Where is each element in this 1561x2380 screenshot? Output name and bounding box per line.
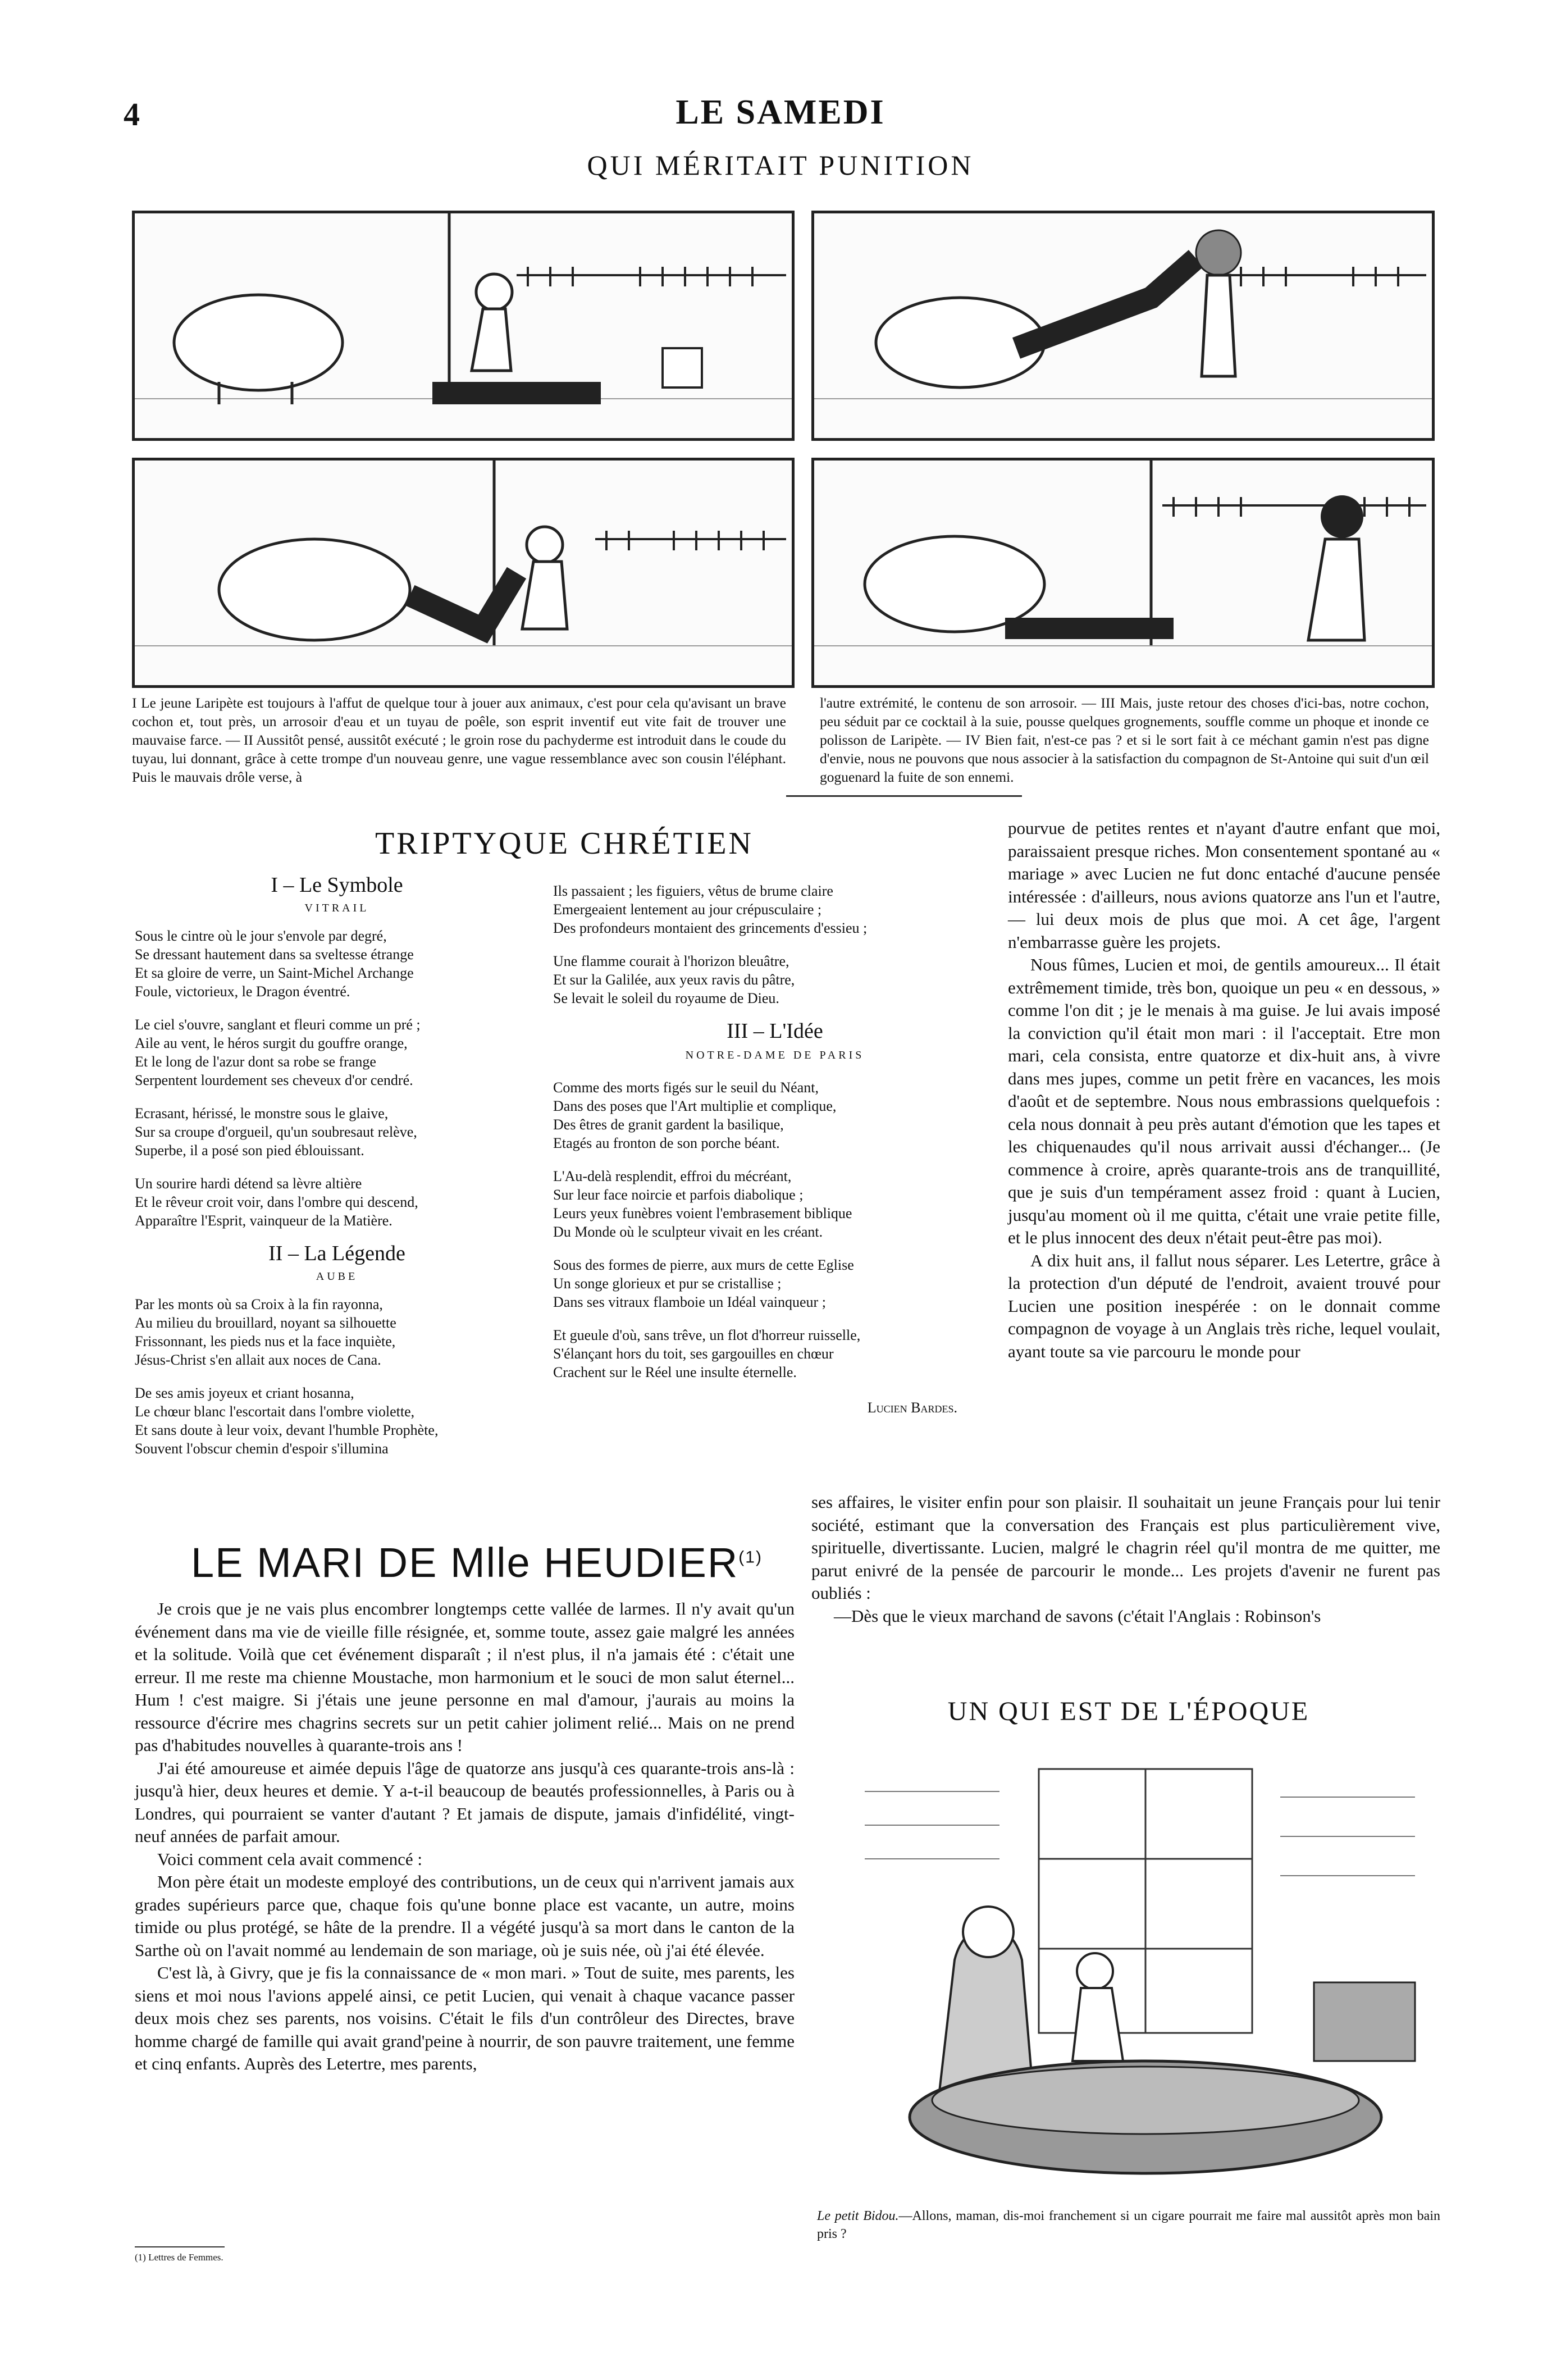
poem-line: Crachent sur le Réel une insulte éternelle.	[553, 1364, 797, 1380]
poem-line: Ecrasant, hérissé, le monstre sous le glaive,	[135, 1105, 389, 1121]
triptyque-column-left	[135, 873, 539, 1472]
poem-line: Du Monde où le sculpteur vivait en les créant.	[553, 1224, 823, 1240]
part2-stanza	[135, 1295, 539, 1369]
footnote: (1) Lettres de Femmes.	[135, 2252, 223, 2263]
poem-line: Se dressant hautement dans sa sveltesse étrange	[135, 946, 414, 963]
poem-line: Etagés au fronton de son porche béant.	[553, 1135, 780, 1151]
poem-signature: Lucien Bardes.	[867, 1399, 957, 1416]
poem-line: Des êtres de granit gardent la basilique,	[553, 1116, 784, 1133]
poem-line: Dans ses vitraux flamboie un Idéal vainqueur ;	[553, 1294, 826, 1310]
illustration-title: UN QUI EST DE L'ÉPOQUE	[947, 1697, 1310, 1726]
rule-triptyque-top	[786, 795, 1022, 797]
story-paragraph: A dix huit ans, il fallut nous séparer. Les Letertre, grâce à la protection d'un député de l'endroit, avaient trouvé pour Lucien une position inespérée : on le donnait comme compagnon de voyage à un Anglais très riche, lequel voulait, ayant toute sa vie parcouru le monde pour	[1008, 1250, 1440, 1361]
story-paragraph: Nous fûmes, Lucien et moi, de gentils amoureux... Il était extrêmement timide, très bon, quoique un peu « en dessous, » comme l'on dit ; je le menais à ma guise. Je lui avais imposé la conviction qu'il était mon mari : il l'acceptait. Etre mon mari, cela consista, entre quatorze et dix-huit ans, à vivre dans mes jupes, comme un petit frère en vacances, les mois d'août et de septembre. Nous nous embrassions quelquefois : cela nous donnait à peu près autant d'émotion que les tapes et les chiquenaudes qu'il nous arrivait aussi d'échanger... (Je commence à croire, après quarante-trois ans de tranquillité, que je suis d'un tempérament assez froid : quant à Lucien, jusqu'au moment où il me quitta, c'était une vraie petite fille, et le plus innocent des deux n'était peut-être pas moi).	[1008, 955, 1440, 1247]
poem-line: Et le long de l'azur dont sa robe se frange	[135, 1054, 376, 1070]
part2-continued-stanzas	[553, 882, 997, 1007]
poem-line: Et sa gloire de verre, un Saint-Michel Archange	[135, 965, 414, 981]
comic-panel-3	[132, 458, 795, 688]
story-paragraph: Voici comment cela avait commencé :	[157, 1849, 422, 1869]
poem-line: Sous le cintre où le jour s'envole par degré,	[135, 928, 387, 944]
story-paragraph: pourvue de petites rentes et n'ayant d'autre enfant que moi, paraissaient presque riches. Mon consentement spontané au « mariage » avec Lucien ne fut donc entaché d'aucune pensée intéressée : d'ailleurs, nous avions quatorze ans l'un et l'autre, — lui deux mois de plus que moi. A cet âge, l'argent n'embarrasse guère les projets.	[1008, 818, 1440, 952]
poem-line: Leurs yeux funèbres voient l'embrasement biblique	[553, 1205, 852, 1221]
part3-stanza	[553, 1167, 997, 1241]
poem-line: Dans des poses que l'Art multiplie et complique,	[553, 1098, 837, 1114]
part2-stanzas	[135, 1295, 539, 1458]
part3-stanza	[553, 1256, 997, 1311]
illustration-caption	[817, 2207, 1440, 2243]
poem-line: Foule, victorieux, le Dragon éventré.	[135, 983, 350, 1000]
poem-line: Et sans doute à leur voix, devant l'humble Prophète,	[135, 1422, 439, 1438]
story-column-right	[1008, 817, 1440, 1363]
poem-line: Sur sa croupe d'orgueil, qu'un soubresaut relève,	[135, 1124, 417, 1140]
poem-line: Serpentent lourdement ses cheveux d'or cendré.	[135, 1072, 413, 1088]
comic-title: QUI MÉRITAIT PUNITION	[587, 149, 974, 181]
part1-heading: I – Le Symbole	[271, 873, 403, 897]
poem-line: Emergeaient lentement au jour crépusculaire ;	[553, 901, 822, 918]
part1-stanzas	[135, 927, 539, 1230]
newspaper-title: LE SAMEDI	[675, 93, 886, 131]
story-paragraph: J'ai été amoureuse et aimée depuis l'âge de quatorze ans jusqu'à ces quarante-trois ans-là : jusqu'à hier, deux heures et demie. Y a-t-il beaucoup de beautés professionnelles, à Paris ou à Londres, qui pourraient se vanter d'autant ? Et jamais de dispute, jamais d'infidélité, vingt-neuf années de parfait amour.	[135, 1758, 795, 1846]
poem-line: L'Au-delà resplendit, effroi du mécréant,	[553, 1168, 792, 1184]
poem-line: Jésus-Christ s'en allait aux noces de Cana.	[135, 1352, 381, 1368]
part2_cont-stanza	[553, 882, 997, 937]
story-paragraph: Mon père était un modeste employé des contributions, un de ceux qui n'arrivent jamais aux grades supérieurs parce que, chaque fois qu'une bonne place est vacante, un autre, moins timide ou plus protégé, se hâte de la prendre. Il a végété jusqu'à sa mort dans le canton de la Sarthe où on l'avait nommé au lendemain de son mariage, où je suis née, où j'ai été élevée.	[135, 1872, 795, 1960]
illustration-caption-text: —Allons, maman, dis-moi franchement si un cigare pourrait me faire mal aussitôt après mon bain pris ?	[817, 2209, 1441, 2241]
triptyque-title: TRIPTYQUE CHRÉTIEN	[375, 826, 754, 861]
part3-stanzas	[553, 1078, 997, 1382]
poem-line: Frissonnant, les pieds nus et la face inquiète,	[135, 1333, 396, 1349]
poem-line: Des profondeurs montaient des grincements d'essieu ;	[553, 920, 868, 936]
part1-subtitle: VITRAIL	[304, 902, 369, 914]
part2-heading: II – La Légende	[268, 1242, 405, 1265]
part1-stanza	[135, 1015, 539, 1089]
poem-line: Et le rêveur croit voir, dans l'ombre qui descend,	[135, 1194, 418, 1210]
comic-caption-right: l'autre extrémité, le contenu de son arrosoir. — III Mais, juste retour des choses d'ici-bas, notre cochon, peu séduit par ce cocktail à la suie, pousse quelques grognements, souffle comme un phoque et inonde ce polisson de Laripète. — IV Bien fait, n'est-ce pas ? et si le sort fait à ce méchant gamin n'est pas digne d'envie, nous ne pouvons que nous associer à la satisfaction du compagnon de St-Antoine qui suit d'un œil goguenard la fuite de son ennemi.	[820, 695, 1429, 785]
part2-subtitle: AUBE	[316, 1270, 358, 1283]
part3-subtitle: NOTRE-DAME DE PARIS	[685, 1049, 865, 1061]
part2-stanza	[135, 1384, 539, 1458]
poem-line: Le chœur blanc l'escortait dans l'ombre violette,	[135, 1403, 415, 1420]
illustration-picture	[831, 1747, 1437, 2201]
comic-drawing-1	[135, 213, 792, 438]
poem-line: Sur leur face noircie et parfois diabolique ;	[553, 1187, 804, 1203]
comic-drawing-4	[814, 461, 1432, 685]
poem-line: S'élançant hors du toit, ses gargouilles en chœur	[553, 1346, 834, 1362]
comic-drawing-3	[135, 461, 792, 685]
poem-line: Souvent l'obscur chemin d'espoir s'illumina	[135, 1440, 389, 1457]
story-wide-paragraph	[811, 1491, 1440, 1627]
poem-line: De ses amis joyeux et criant hosanna,	[135, 1385, 354, 1401]
poem-line: Aile au vent, le héros surgit du gouffre orange,	[135, 1035, 408, 1051]
page-number: 4	[124, 96, 140, 133]
poem-line: Une flamme courait à l'horizon bleuâtre,	[553, 953, 789, 969]
poem-line: Se levait le soleil du royaume de Dieu.	[553, 990, 779, 1006]
comic-panel-4	[811, 458, 1435, 688]
poem-line: Ils passaient ; les figuiers, vêtus de brume claire	[553, 883, 833, 899]
comic-drawing-2	[814, 213, 1432, 438]
poem-line: Sous des formes de pierre, aux murs de cette Eglise	[553, 1257, 854, 1273]
part3-heading: III – L'Idée	[727, 1019, 823, 1043]
story-title	[191, 1539, 763, 1586]
part3-stanza	[553, 1078, 997, 1152]
part1-stanza	[135, 1174, 539, 1230]
poem-line: Un sourire hardi détend sa lèvre altière	[135, 1175, 362, 1192]
story-title-note: (1)	[738, 1548, 763, 1567]
comic-panel-2	[811, 211, 1435, 441]
poem-line: Un songe glorieux et pur se cristallise ;	[553, 1275, 782, 1292]
poem-line: Par les monts où sa Croix à la fin rayonna,	[135, 1296, 383, 1312]
story-paragraph: C'est là, à Givry, que je fis la connaissance de « mon mari. » Tout de suite, mes parents, les siens et moi nous l'avions appelé ainsi, ce petit Lucien, qui venait à chaque vacance passer deux mois chez ses parents, nos voisins. C'était le fils d'un contrôleur des Directes, brave homme chargé de famille qui avait grand'peine à nourrir, de son pauvre traitement, une femme et cinq enfants. Auprès des Letertre, mes parents,	[135, 1963, 795, 2073]
story-column-left	[135, 1598, 795, 2076]
part1-stanza	[135, 1104, 539, 1160]
poem-line: Apparaître l'Esprit, vainqueur de la Matière.	[135, 1212, 392, 1229]
illustration-caption-italic: Le petit Bidou.	[817, 2209, 899, 2223]
story-paragraph: Je crois que je ne vais plus encombrer longtemps cette vallée de larmes. Il n'y avait qu'un événement dans ma vie de vieille fille résignée, et, somme toute, assez gaie malgré les années et la solitude. Voilà que cet événement disparaît ; il n'est plus, il n'a jamais été : c'était une erreur. Il me reste ma chienne Moustache, mon harmonium et le souci de mon salut éternel... Hum ! c'est maigre. Si j'étais une jeune personne en mal d'amour, j'aurais au moins la ressource d'écrire mes chagrins secrets sur un petit cahier joliment relié... Mais on ne prend pas d'habitudes nouvelles à quarante-trois ans !	[135, 1599, 795, 1755]
story-title-text: LE MARI DE Mlle HEUDIER	[191, 1539, 739, 1586]
part2_cont-stanza	[553, 952, 997, 1007]
triptyque-column-right	[553, 882, 997, 1417]
part1-stanza	[135, 927, 539, 1001]
footnote-rule	[135, 2246, 225, 2247]
poem-line: Au milieu du brouillard, noyant sa silhouette	[135, 1315, 396, 1331]
illustration-drawing	[831, 1747, 1437, 2201]
poem-line: Et sur la Galilée, aux yeux ravis du pâtre,	[553, 972, 795, 988]
comic-panel-1	[132, 211, 795, 441]
story-last-text: —Dès que le vieux marchand de savons (c'était l'Anglais : Robinson's	[834, 1606, 1321, 1626]
poem-line: Superbe, il a posé son pied éblouissant.	[135, 1142, 364, 1159]
poem-line: Le ciel s'ouvre, sanglant et fleuri comme un pré ;	[135, 1016, 421, 1033]
poem-line: Et gueule d'où, sans trêve, un flot d'horreur ruisselle,	[553, 1327, 861, 1343]
poem-line: Comme des morts figés sur le seuil du Néant,	[553, 1079, 819, 1096]
comic-caption-left: I Le jeune Laripète est toujours à l'affut de quelque tour à jouer aux animaux, c'est pour cela qu'avisant un brave cochon et, tout près, un arrosoir d'eau et un tuyau de poêle, son esprit inventif eut vite fait de trouver une mauvaise farce. — II Aussitôt pensé, aussitôt exécuté ; le groin rose du pachyderme est introduit dans le coude du tuyau, lui donnant, grâce à cette trompe d'un nouveau genre, une vague ressemblance avec son cousin l'éléphant. Puis le mauvais drôle verse, à	[132, 695, 786, 785]
story-wide-text: ses affaires, le visiter enfin pour son plaisir. Il souhaitait un jeune Français pour lui tenir société, estimant que la conversation des Français est plus particulièrement vive, spirituelle, divertissante. Lucien, malgré le chagrin réel qu'il montra de me quitter, me parut enivré de la pensée de parcourir le monde... Les projets d'avenir ne furent pas oubliés :	[811, 1492, 1440, 1603]
part3-stanza	[553, 1326, 997, 1382]
